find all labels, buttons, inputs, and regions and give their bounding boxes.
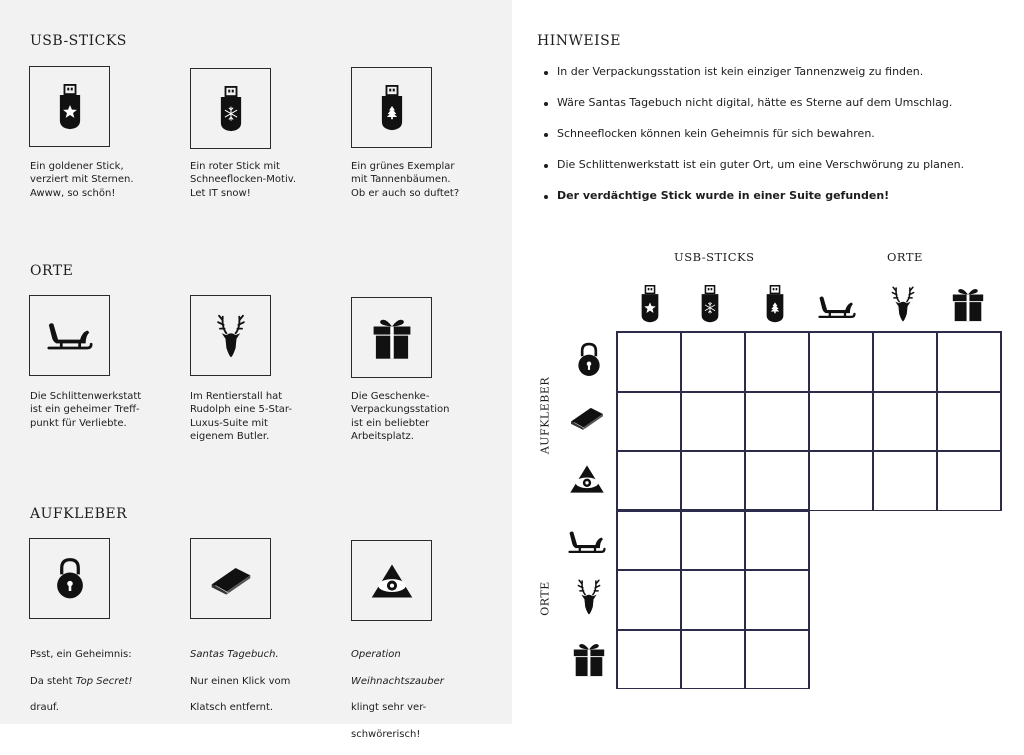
grid-col-usb-tree (756, 285, 794, 323)
padlock-icon (47, 556, 93, 602)
notebook-icon (568, 398, 606, 436)
usb-tree-card (351, 67, 432, 148)
gift-card (351, 297, 432, 378)
usb-snowflake-icon (691, 285, 729, 323)
padlock-card (29, 538, 110, 619)
grid-cell[interactable] (937, 332, 1001, 392)
sleigh-card (29, 295, 110, 376)
gift-icon (570, 640, 608, 678)
grid-col-sleigh (818, 288, 856, 326)
grid-row-reindeer (570, 578, 608, 616)
gift-icon (949, 285, 987, 323)
grid-row-padlock (570, 341, 608, 379)
notebook-icon (208, 556, 254, 602)
sleigh-icon (568, 523, 606, 561)
hints-list (544, 64, 1004, 219)
padlock-icon (570, 341, 608, 379)
eye-pyramid-card (351, 540, 432, 621)
grid-cell[interactable] (745, 451, 809, 511)
padlock-description: Psst, ein Geheimnis: Da steht Top Secret! drauf. (30, 649, 133, 714)
grid-cell[interactable] (617, 630, 681, 690)
usb-snowflake-card (190, 68, 271, 149)
grid-cell[interactable] (681, 451, 745, 511)
gift-description: Die Geschenke- Verpackungsstation ist ein beliebter Arbeitsplatz. (351, 391, 450, 442)
grid-cell[interactable] (809, 392, 873, 452)
usb-tree-icon (369, 85, 415, 131)
grid-cell[interactable] (937, 451, 1001, 511)
stickers-section-title: AUFKLEBER (30, 506, 128, 522)
grid-row-group-places: ORTE (538, 581, 552, 616)
usb-star-description: Ein goldener Stick, verziert mit Sternen. Awww, so schön! (30, 161, 134, 199)
grid-row-gift (570, 640, 608, 678)
grid-cell[interactable] (745, 511, 809, 571)
reindeer-icon (884, 285, 922, 323)
usb-snowflake-description: Ein roter Stick mit Schneeflocken-Motiv. Let IT snow! (190, 161, 297, 199)
places-section-title: ORTE (30, 263, 74, 279)
grid-cell[interactable] (681, 392, 745, 452)
grid-cell[interactable] (873, 451, 937, 511)
gift-icon (369, 315, 415, 361)
grid-cell[interactable] (681, 332, 745, 392)
grid-col-gift (949, 285, 987, 323)
grid-cell[interactable] (745, 570, 809, 630)
hints-title: HINWEISE (537, 33, 621, 49)
grid-row-group-stickers: AUFKLEBER (538, 376, 552, 455)
usb-tree-description: Ein grünes Exemplar mit Tannenbäumen. Ob er auch so duftet? (351, 161, 460, 199)
grid-cell[interactable] (745, 630, 809, 690)
sleigh-icon (818, 288, 856, 326)
usb-tree-icon (756, 285, 794, 323)
usb-star-icon (47, 84, 93, 130)
hint-item: Die Schlittenwerkstatt ist ein guter Ort, um eine Verschwörung zu planen. (544, 157, 1004, 188)
grid-row-sleigh (568, 523, 606, 561)
grid-cell[interactable] (809, 451, 873, 511)
hint-item: In der Verpackungsstation ist kein einziger Tannenzweig zu finden. (544, 64, 1004, 95)
grid-cell[interactable] (617, 570, 681, 630)
grid-cell[interactable] (873, 332, 937, 392)
grid-col-group-usb: USB-STICKS (674, 250, 755, 264)
hint-item: Wäre Santas Tagebuch nicht digital, hätte es Sterne auf dem Umschlag. (544, 95, 1004, 126)
reindeer-icon (570, 578, 608, 616)
eye-pyramid-description: Operation Weihnachtszauber klingt sehr ver- schwörerisch! (351, 649, 444, 741)
grid-cell[interactable] (809, 332, 873, 392)
usb-snowflake-icon (208, 86, 254, 132)
reindeer-card (190, 295, 271, 376)
grid-col-group-places: ORTE (887, 250, 923, 264)
usb-star-card (29, 66, 110, 147)
grid-cell[interactable] (681, 630, 745, 690)
grid-cell[interactable] (617, 451, 681, 511)
reindeer-description: Im Rentierstall hat Rudolph eine 5-Star- Luxus-Suite mit eigenem Butler. (190, 391, 292, 442)
grid-cell[interactable] (681, 511, 745, 571)
notebook-card (190, 538, 271, 619)
grid-cell[interactable] (617, 392, 681, 452)
grid-cell[interactable] (617, 332, 681, 392)
usb-section-title: USB-STICKS (30, 33, 127, 49)
grid-cell[interactable] (617, 511, 681, 571)
hint-item: Schneeflocken können kein Geheimnis für sich bewahren. (544, 126, 1004, 157)
grid-cell[interactable] (745, 332, 809, 392)
grid-col-reindeer (884, 285, 922, 323)
grid-row-eye-pyramid (568, 460, 606, 498)
grid-cell[interactable] (937, 392, 1001, 452)
reindeer-icon (208, 313, 254, 359)
grid-cell[interactable] (745, 392, 809, 452)
grid-cell[interactable] (873, 392, 937, 452)
eye-pyramid-icon (568, 460, 606, 498)
grid-cell[interactable] (681, 570, 745, 630)
hint-item-key: Der verdächtige Stick wurde in einer Suite gefunden! (544, 188, 1004, 219)
grid-col-usb-snowflake (691, 285, 729, 323)
grid-row-notebook (568, 398, 606, 436)
sleigh-description: Die Schlittenwerkstatt ist ein geheimer Treff- punkt für Verliebte. (30, 391, 142, 429)
sleigh-icon (47, 313, 93, 359)
grid-col-usb-star (631, 285, 669, 323)
eye-pyramid-icon (369, 558, 415, 604)
notebook-description: Santas Tagebuch. Nur einen Klick vom Klatsch entfernt. (190, 649, 291, 714)
usb-star-icon (631, 285, 669, 323)
